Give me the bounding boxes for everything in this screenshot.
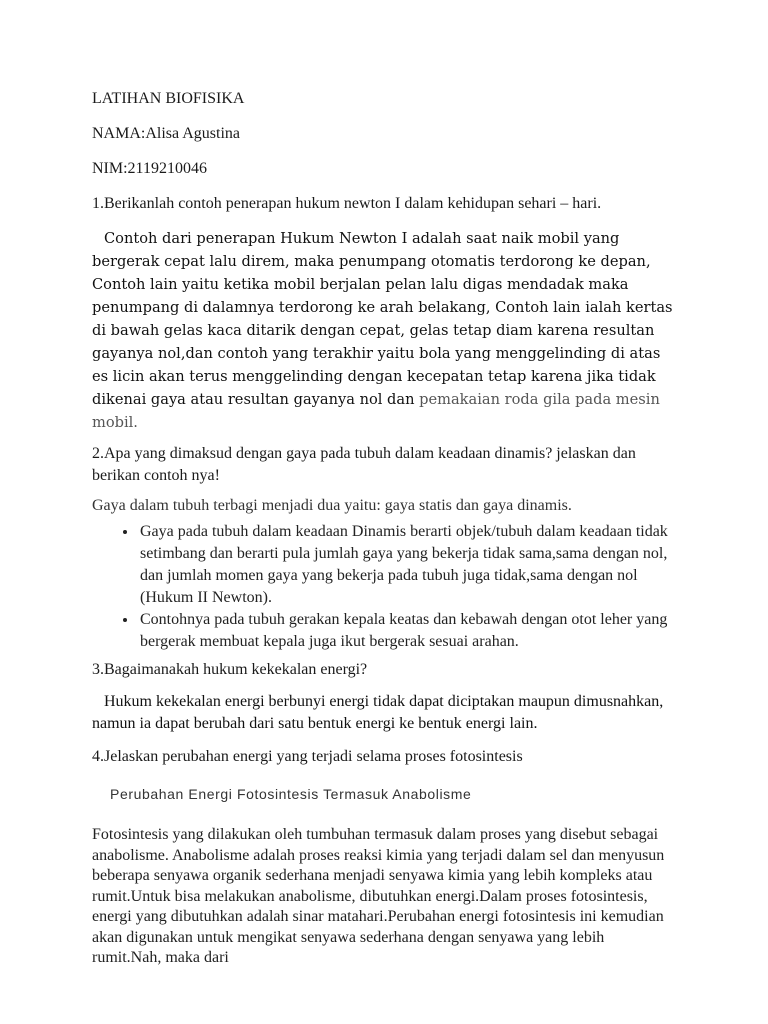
- answer-1-main: Contoh dari penerapan Hukum Newton I adalah saat naik mobil yang bergerak cepat lalu direm, maka penumpang otomatis terdorong ke depan, Contoh lain yaitu ketika mobil berjalan pelan lalu digas mendadak maka penumpang di dalamnya terdorong ke arah belakang, Contoh lain ialah kertas di bawah gelas kaca ditarik dengan cepat, gelas tetap diam karena resultan gayanya nol,dan contoh yang terakhir yaitu bola yang menggelinding di atas es licin akan terus menggelinding dengan kecepatan tetap karena jika tidak dikenai gaya atau resultan gayanya nol dan: [92, 230, 673, 408]
- question-2: 2.Apa yang dimaksud dengan gaya pada tubuh dalam keadaan dinamis? jelaskan dan berikan contoh nya!: [92, 445, 636, 484]
- answer-1-tail: pemakaian roda gila pada mesin mobil.: [92, 391, 660, 431]
- student-nim: NIM:2119210046: [92, 160, 207, 177]
- answer-3: Hukum kekekalan energi berbunyi energi tidak dapat diciptakan maupun dimusnahkan, namun ia dapat berubah dari satu bentuk energi ke bentuk energi lain.: [92, 693, 664, 732]
- answer-2-bullet: • Contohnya pada tubuh gerakan kepala keatas dan kebawah dengan otot leher yang bergerak membuat kepala juga ikut bergerak sesuai arahan.: [138, 609, 676, 653]
- answer-4: Fotosintesis yang dilakukan oleh tumbuhan termasuk dalam proses yang disebut sebagai anabolisme. Anabolisme adalah proses reaksi kimia yang terjadi dalam sel dan menyusun beberapa senyawa organik sederhana menjadi senyawa kimia yang lebih kompleks atau rumit.Untuk bisa melakukan anabolisme, dibutuhkan energi.Dalam proses fotosintesis, energi yang dibutuhkan adalah sinar matahari.Perubahan energi fotosintesis ini kemudian akan digunakan untuk mengikat senyawa sederhana dengan senyawa yang lebih rumit.Nah, maka dari: [92, 826, 665, 966]
- question-1: 1.Berikanlah contoh penerapan hukum newton I dalam kehidupan sehari – hari.: [92, 195, 602, 212]
- answer-1: [92, 227, 676, 434]
- question-3: 3.Bagaimanakah hukum kekekalan energi?: [92, 661, 368, 678]
- answer-2-intro: Gaya dalam tubuh terbagi menjadi dua yaitu: gaya statis dan gaya dinamis.: [92, 497, 572, 514]
- question-4: 4.Jelaskan perubahan energi yang terjadi selama proses fotosintesis: [92, 748, 523, 765]
- answer-2-bullet: • Gaya pada tubuh dalam keadaan Dinamis berarti objek/tubuh dalam keadaan tidak setimbang dan berarti pula jumlah gaya yang bekerja tidak sama,sama dengan nol, dan jumlah momen gaya yang bekerja pada tubuh juga tidak,sama dengan nol (Hukum II Newton).: [138, 521, 676, 609]
- student-name: NAMA:Alisa Agustina: [92, 125, 240, 142]
- document-title: LATIHAN BIOFISIKA: [92, 90, 245, 107]
- answer-4-heading: Perubahan Energi Fotosintesis Termasuk Anabolisme: [110, 786, 472, 802]
- answer-2-list: [92, 521, 676, 653]
